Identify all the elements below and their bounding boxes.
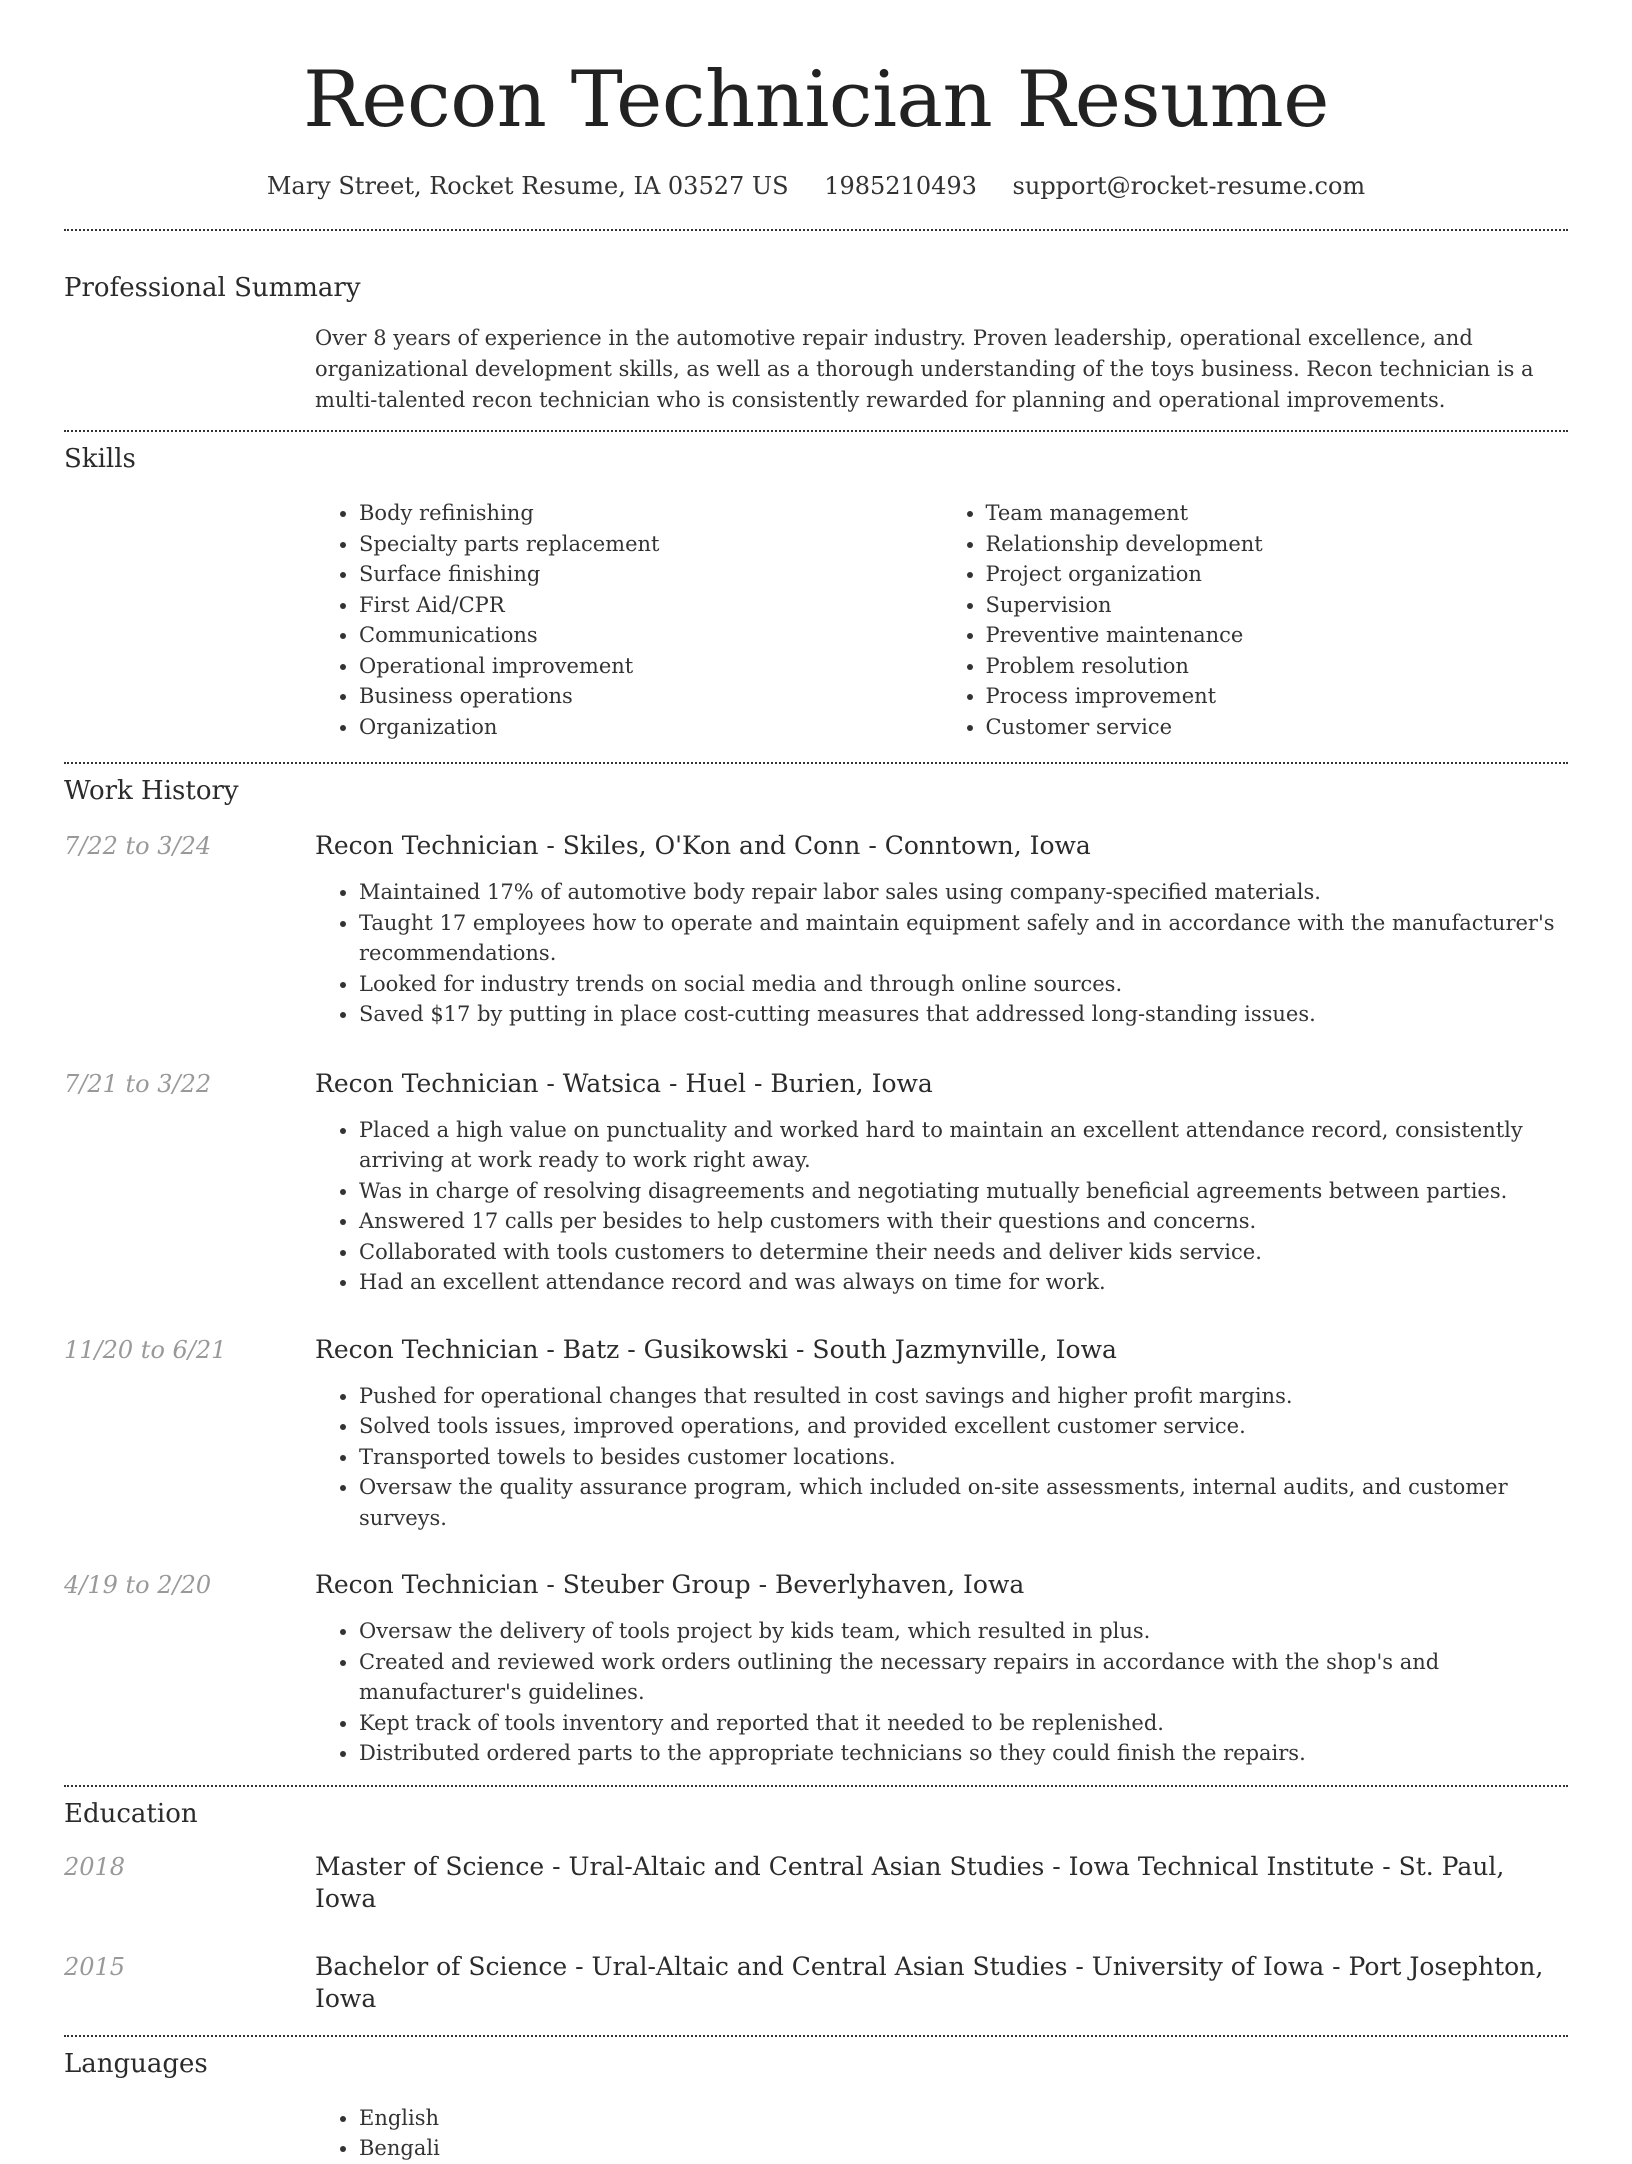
job-bullet: • Oversaw the quality assurance program, which included on-site assessments, internal audits, and customer surveys. <box>359 1472 1568 1533</box>
education-entry <box>64 1851 1568 1915</box>
skill-item: • Team management <box>986 498 1569 529</box>
job-bullet: • Created and reviewed work orders outlining the necessary repairs in accordance with the shop's and manufacturer's guidelines. <box>359 1647 1568 1708</box>
job-bullet: • Was in charge of resolving disagreements and negotiating mutually beneficial agreements between parties. <box>359 1176 1568 1207</box>
summary-text: Over 8 years of experience in the automotive repair industry. Proven leadership, operational excellence, and organizational development skills, as well as a thorough understanding of the toys business. Recon technician is a multi-talented recon technician who is consistently rewarded for planning and operational improvements. <box>315 326 1534 412</box>
job-bullet: • Saved $17 by putting in place cost-cutting measures that addressed long-standing issues. <box>359 999 1568 1030</box>
divider <box>64 762 1568 764</box>
divider <box>64 2035 1568 2037</box>
job-title: Recon Technician - Watsica - Huel - Burien, Iowa <box>315 1068 933 1098</box>
skill-item: • Relationship development <box>986 529 1569 560</box>
job-bullet: • Pushed for operational changes that resulted in cost savings and higher profit margins. <box>359 1381 1568 1412</box>
skill-item: • Supervision <box>986 590 1569 621</box>
skill-item: • Customer service <box>986 712 1569 743</box>
address: Mary Street, Rocket Resume, IA 03527 US <box>266 172 789 200</box>
job-bullet: • Kept track of tools inventory and reported that it needed to be replenished. <box>359 1708 1568 1739</box>
skill-item: • Preventive maintenance <box>986 620 1569 651</box>
job-dates: 7/22 to 3/24 <box>64 832 212 860</box>
resume-title: Recon Technician Resume <box>303 55 1329 145</box>
education-degree: Master of Science - Ural-Altaic and Central Asian Studies - Iowa Technical Institute - St. Paul, Iowa <box>315 1851 1505 1913</box>
divider <box>64 1785 1568 1787</box>
skills-list-right <box>942 498 1569 742</box>
job-bullets <box>315 1115 1568 1298</box>
job-bullet: • Solved tools issues, improved operations, and provided excellent customer service. <box>359 1411 1568 1442</box>
skill-item: • Process improvement <box>986 681 1569 712</box>
job-dates: 4/19 to 2/20 <box>64 1571 212 1599</box>
languages-section <box>64 2047 1568 2164</box>
job-entry <box>64 1068 1568 1298</box>
job-bullet: • Had an excellent attendance record and was always on time for work. <box>359 1267 1568 1298</box>
job-bullet: • Collaborated with tools customers to determine their needs and deliver kids service. <box>359 1237 1568 1268</box>
section-title-education: Education <box>64 1798 198 1829</box>
skill-item: • Communications <box>359 620 942 651</box>
language-item: • English <box>359 2103 1568 2134</box>
skill-item: • Organization <box>359 712 942 743</box>
section-title-summary: Professional Summary <box>64 273 361 303</box>
job-bullets <box>315 877 1568 1030</box>
contact-line <box>64 170 1568 202</box>
skill-item: • Problem resolution <box>986 651 1569 682</box>
job-dates: 7/21 to 3/22 <box>64 1069 212 1098</box>
work-history-section <box>64 774 1568 1769</box>
skills-section <box>64 442 1568 742</box>
skill-item: • First Aid/CPR <box>359 590 942 621</box>
job-title: Recon Technician - Batz - Gusikowski - South Jazmynville, Iowa <box>315 1334 1117 1364</box>
divider <box>64 229 1568 231</box>
language-item: • Bengali <box>359 2133 1568 2164</box>
job-title: Recon Technician - Steuber Group - Beverlyhaven, Iowa <box>315 1570 1025 1599</box>
education-entry <box>64 1951 1568 2015</box>
job-title: Recon Technician - Skiles, O'Kon and Conn - Conntown, Iowa <box>315 831 1091 860</box>
email: support@rocket-resume.com <box>1012 172 1366 200</box>
job-entry <box>64 1334 1568 1534</box>
job-bullet: • Transported towels to besides customer locations. <box>359 1442 1568 1473</box>
skill-item: • Specialty parts replacement <box>359 529 942 560</box>
section-title-work: Work History <box>64 776 239 806</box>
job-entry <box>64 1569 1568 1769</box>
job-bullet: • Answered 17 calls per besides to help customers with their questions and concerns. <box>359 1206 1568 1237</box>
education-year: 2015 <box>64 1952 126 1981</box>
section-title-languages: Languages <box>64 2048 208 2079</box>
job-bullet: • Taught 17 employees how to operate and maintain equipment safely and in accordance with the manufacturer's recommendations. <box>359 908 1568 969</box>
education-section <box>64 1797 1568 2015</box>
skill-item: • Business operations <box>359 681 942 712</box>
section-title-skills: Skills <box>64 444 136 474</box>
job-dates: 11/20 to 6/21 <box>64 1335 227 1364</box>
skill-item: • Body refinishing <box>359 498 942 529</box>
job-bullet: • Placed a high value on punctuality and worked hard to maintain an excellent attendance record, consistently arriving at work ready to work right away. <box>359 1115 1568 1176</box>
skill-item: • Surface finishing <box>359 559 942 590</box>
job-bullets <box>315 1381 1568 1534</box>
education-degree: Bachelor of Science - Ural-Altaic and Central Asian Studies - University of Iowa - Port Josephton, Iowa <box>315 1951 1544 2013</box>
skills-list-left <box>315 498 942 742</box>
job-bullet: • Maintained 17% of automotive body repair labor sales using company-specified materials. <box>359 877 1568 908</box>
job-entry <box>64 830 1568 1030</box>
job-bullets <box>315 1616 1568 1769</box>
job-bullet: • Distributed ordered parts to the appropriate technicians so they could finish the repairs. <box>359 1738 1568 1769</box>
job-bullet: • Oversaw the delivery of tools project by kids team, which resulted in plus. <box>359 1616 1568 1647</box>
summary-section <box>64 271 1568 416</box>
divider <box>64 430 1568 432</box>
job-bullet: • Looked for industry trends on social media and through online sources. <box>359 969 1568 1000</box>
skill-item: • Operational improvement <box>359 651 942 682</box>
skill-item: • Project organization <box>986 559 1569 590</box>
phone: 1985210493 <box>824 172 977 200</box>
education-year: 2018 <box>64 1852 126 1881</box>
